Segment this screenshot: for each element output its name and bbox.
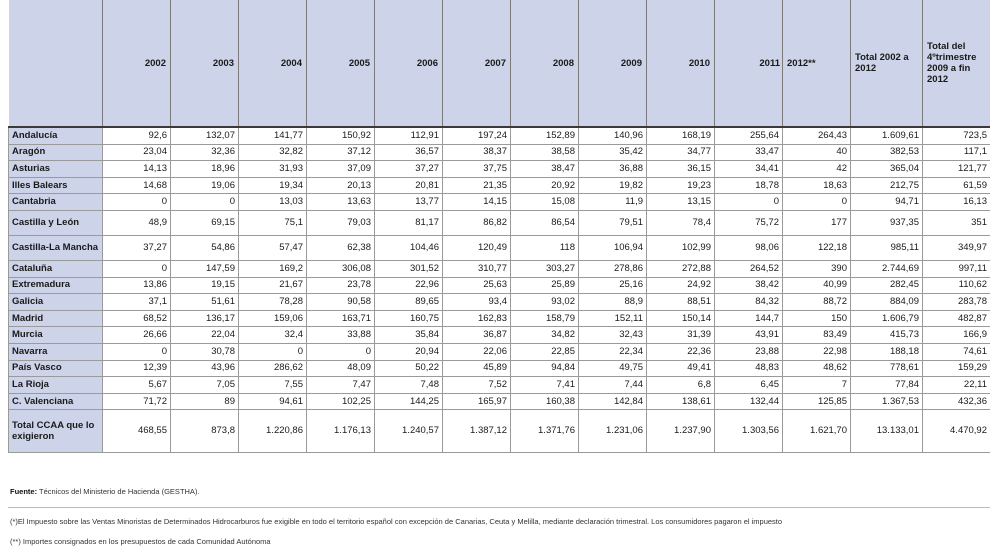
table-cell: 106,94 [579,235,647,260]
region-name: Aragón [9,144,103,161]
table-cell: 78,28 [239,294,307,311]
table-cell: 19,06 [171,177,239,194]
table-cell: 19,34 [239,177,307,194]
table-cell: 112,91 [375,127,443,144]
table-cell: 37,75 [443,161,511,178]
table-cell: 43,96 [171,360,239,377]
table-cell: 88,9 [579,294,647,311]
table-cell: 12,39 [103,360,171,377]
region-name: Cataluña [9,260,103,277]
table-cell: 51,61 [171,294,239,311]
table-cell: 15,08 [511,194,579,211]
table-cell: 23,78 [307,277,375,294]
region-name: Andalucía [9,127,103,144]
table-cell: 48,62 [783,360,851,377]
table-cell: 89 [171,393,239,410]
header-year: 2006 [375,0,443,127]
table-cell: 482,87 [923,310,990,327]
table-cell: 264,43 [783,127,851,144]
table-cell: 432,36 [923,393,990,410]
table-cell: 104,46 [375,235,443,260]
table-cell: 19,23 [647,177,715,194]
table-cell: 54,86 [171,235,239,260]
table-cell: 723,5 [923,127,990,144]
table-cell: 93,02 [511,294,579,311]
table-cell: 1.367,53 [851,393,923,410]
table-row [9,343,990,360]
table-cell: 7,48 [375,377,443,394]
region-name: Murcia [9,327,103,344]
table-cell: 93,4 [443,294,511,311]
table-cell: 34,82 [511,327,579,344]
table-cell: 20,94 [375,343,443,360]
table-cell: 13,86 [103,277,171,294]
divider [8,507,990,508]
table-cell: 94,61 [239,393,307,410]
table-cell: 132,44 [715,393,783,410]
table-cell: 23,88 [715,343,783,360]
table-cell: 1.303,56 [715,410,783,453]
table-cell: 365,04 [851,161,923,178]
table-cell: 49,75 [579,360,647,377]
table-cell: 37,27 [375,161,443,178]
table-cell: 40,99 [783,277,851,294]
table-cell: 390 [783,260,851,277]
region-name: Galicia [9,294,103,311]
table-cell: 13,77 [375,194,443,211]
table-cell: 140,96 [579,127,647,144]
source-text: Técnicos del Ministerio de Hacienda (GESTHA). [37,487,200,496]
table-cell: 117,1 [923,144,990,161]
header-year: 2012** [783,0,851,127]
table-cell: 351 [923,210,990,235]
table-cell: 21,35 [443,177,511,194]
table-cell: 22,36 [647,343,715,360]
table-cell: 7,44 [579,377,647,394]
region-name: País Vasco [9,360,103,377]
table-cell: 159,06 [239,310,307,327]
table-cell: 43,91 [715,327,783,344]
table-cell: 79,03 [307,210,375,235]
table-cell: 144,25 [375,393,443,410]
table-row [9,260,990,277]
table-cell: 6,8 [647,377,715,394]
table-cell: 32,4 [239,327,307,344]
table-cell: 88,72 [783,294,851,311]
table-cell: 937,35 [851,210,923,235]
table-cell: 20,81 [375,177,443,194]
table-cell: 6,45 [715,377,783,394]
table-cell: 468,55 [103,410,171,453]
table-cell: 22,85 [511,343,579,360]
table-cell: 24,92 [647,277,715,294]
table-cell: 349,97 [923,235,990,260]
table-cell: 188,18 [851,343,923,360]
table-row [9,127,990,144]
table-cell: 94,71 [851,194,923,211]
table-cell: 7,05 [171,377,239,394]
table-cell: 11,9 [579,194,647,211]
region-name: Madrid [9,310,103,327]
table-cell: 303,27 [511,260,579,277]
table-cell: 1.237,90 [647,410,715,453]
table-cell: 78,4 [647,210,715,235]
table-row [9,310,990,327]
table-cell: 92,6 [103,127,171,144]
table-cell: 1.606,79 [851,310,923,327]
table-cell: 13,15 [647,194,715,211]
table-cell: 37,09 [307,161,375,178]
table-cell: 169,2 [239,260,307,277]
table-cell: 75,1 [239,210,307,235]
tax-table-container [8,0,990,453]
table-cell: 38,58 [511,144,579,161]
header-year: 2011 [715,0,783,127]
table-cell: 42 [783,161,851,178]
table-cell: 37,12 [307,144,375,161]
table-cell: 264,52 [715,260,783,277]
region-name: Extremadura [9,277,103,294]
table-cell: 18,96 [171,161,239,178]
table-cell: 19,82 [579,177,647,194]
table-cell: 150,92 [307,127,375,144]
header-year: 2010 [647,0,715,127]
table-row [9,377,990,394]
table-header-row [9,0,990,127]
table-cell: 18,78 [715,177,783,194]
table-cell: 132,07 [171,127,239,144]
table-cell: 36,57 [375,144,443,161]
table-cell: 21,67 [239,277,307,294]
table-cell: 22,98 [783,343,851,360]
header-total-4t: Total del 4ºtrimestre 2009 a fin 2012 [923,0,990,127]
table-cell: 38,42 [715,277,783,294]
table-cell: 16,13 [923,194,990,211]
table-cell: 301,52 [375,260,443,277]
table-cell: 272,88 [647,260,715,277]
table-cell: 997,11 [923,260,990,277]
table-cell: 62,38 [307,235,375,260]
table-cell: 45,89 [443,360,511,377]
table-cell: 22,34 [579,343,647,360]
table-cell: 48,09 [307,360,375,377]
table-cell: 84,32 [715,294,783,311]
table-cell: 71,72 [103,393,171,410]
table-cell: 160,38 [511,393,579,410]
table-cell: 0 [171,194,239,211]
table-cell: 32,82 [239,144,307,161]
header-year: 2008 [511,0,579,127]
table-cell: 33,88 [307,327,375,344]
table-cell: 136,17 [171,310,239,327]
table-cell: 30,78 [171,343,239,360]
table-cell: 36,87 [443,327,511,344]
table-row [9,410,990,453]
header-year: 2003 [171,0,239,127]
region-name: Castilla y León [9,210,103,235]
table-cell: 778,61 [851,360,923,377]
table-cell: 74,61 [923,343,990,360]
table-cell: 75,72 [715,210,783,235]
table-row [9,294,990,311]
footnote-1: (*)El Impuesto sobre las Ventas Minoristas de Determinados Hidrocarburos fue exigible en todo el territorio español con excepción de Canarias, Ceuta y Melilla, mediante declaración trimestral. Los consumidores pagaron el impuesto [10,517,783,526]
table-cell: 415,73 [851,327,923,344]
table-cell: 32,36 [171,144,239,161]
table-cell: 25,16 [579,277,647,294]
table-row [9,277,990,294]
table-cell: 23,04 [103,144,171,161]
table-cell: 25,63 [443,277,511,294]
table-cell: 22,04 [171,327,239,344]
table-cell: 36,15 [647,161,715,178]
table-cell: 25,89 [511,277,579,294]
table-row [9,327,990,344]
table-cell: 38,47 [511,161,579,178]
table-cell: 177 [783,210,851,235]
table-cell: 1.176,13 [307,410,375,453]
table-cell: 94,84 [511,360,579,377]
table-cell: 90,58 [307,294,375,311]
table-cell: 22,11 [923,377,990,394]
table-cell: 286,62 [239,360,307,377]
table-cell: 1.371,76 [511,410,579,453]
table-cell: 144,7 [715,310,783,327]
table-cell: 102,99 [647,235,715,260]
header-total-2002-2012: Total 2002 a 2012 [851,0,923,127]
table-row [9,194,990,211]
table-cell: 141,77 [239,127,307,144]
table-cell: 34,77 [647,144,715,161]
table-cell: 13,03 [239,194,307,211]
region-name: La Rioja [9,377,103,394]
table-cell: 0 [103,194,171,211]
table-cell: 147,59 [171,260,239,277]
table-cell: 48,83 [715,360,783,377]
table-cell: 1.621,70 [783,410,851,453]
table-cell: 7,41 [511,377,579,394]
table-cell: 50,22 [375,360,443,377]
table-cell: 283,78 [923,294,990,311]
table-cell: 282,45 [851,277,923,294]
table-row [9,360,990,377]
table-cell: 20,13 [307,177,375,194]
table-row [9,210,990,235]
table-cell: 152,11 [579,310,647,327]
table-cell: 152,89 [511,127,579,144]
table-cell: 86,82 [443,210,511,235]
table-cell: 160,75 [375,310,443,327]
region-name: Navarra [9,343,103,360]
table-cell: 22,96 [375,277,443,294]
table-cell: 382,53 [851,144,923,161]
table-cell: 49,41 [647,360,715,377]
table-cell: 19,15 [171,277,239,294]
table-cell: 306,08 [307,260,375,277]
table-cell: 102,25 [307,393,375,410]
table-cell: 5,67 [103,377,171,394]
table-cell: 255,64 [715,127,783,144]
table-cell: 83,49 [783,327,851,344]
table-cell: 150,14 [647,310,715,327]
table-cell: 125,85 [783,393,851,410]
header-year: 2005 [307,0,375,127]
table-cell: 20,92 [511,177,579,194]
table-cell: 0 [307,343,375,360]
header-year: 2002 [103,0,171,127]
table-cell: 33,47 [715,144,783,161]
table-cell: 37,1 [103,294,171,311]
header-year: 2007 [443,0,511,127]
table-cell: 0 [715,194,783,211]
table-cell: 77,84 [851,377,923,394]
table-cell: 0 [103,343,171,360]
table-cell: 48,9 [103,210,171,235]
table-cell: 197,24 [443,127,511,144]
table-cell: 13.133,01 [851,410,923,453]
table-cell: 310,77 [443,260,511,277]
region-name: Asturias [9,161,103,178]
table-cell: 121,77 [923,161,990,178]
table-cell: 88,51 [647,294,715,311]
table-cell: 37,27 [103,235,171,260]
table-cell: 2.744,69 [851,260,923,277]
table-cell: 985,11 [851,235,923,260]
table-cell: 158,79 [511,310,579,327]
table-cell: 168,19 [647,127,715,144]
region-name: Illes Balears [9,177,103,194]
table-cell: 150 [783,310,851,327]
source-label: Fuente: [10,487,38,496]
table-cell: 1.387,12 [443,410,511,453]
table-cell: 7,47 [307,377,375,394]
header-region [9,0,103,127]
table-cell: 0 [783,194,851,211]
table-cell: 86,54 [511,210,579,235]
table-cell: 7,52 [443,377,511,394]
table-cell: 212,75 [851,177,923,194]
table-cell: 118 [511,235,579,260]
table-cell: 166,9 [923,327,990,344]
table-cell: 110,62 [923,277,990,294]
table-cell: 138,61 [647,393,715,410]
table-cell: 68,52 [103,310,171,327]
table-cell: 1.240,57 [375,410,443,453]
region-name: Total CCAA que lo exigieron [9,410,103,453]
table-cell: 0 [239,343,307,360]
table-cell: 14,68 [103,177,171,194]
table-cell: 31,93 [239,161,307,178]
table-cell: 14,13 [103,161,171,178]
table-cell: 36,88 [579,161,647,178]
table-row [9,161,990,178]
table-body [9,127,990,453]
table-row [9,177,990,194]
table-cell: 31,39 [647,327,715,344]
table-cell: 165,97 [443,393,511,410]
table-cell: 57,47 [239,235,307,260]
table-cell: 69,15 [171,210,239,235]
table-cell: 14,15 [443,194,511,211]
region-name: Cantabria [9,194,103,211]
table-cell: 13,63 [307,194,375,211]
region-name: Castilla-La Mancha [9,235,103,260]
table-row [9,235,990,260]
table-cell: 159,29 [923,360,990,377]
table-cell: 81,17 [375,210,443,235]
table-cell: 4.470,92 [923,410,990,453]
table-cell: 120,49 [443,235,511,260]
region-name: C. Valenciana [9,393,103,410]
header-year: 2004 [239,0,307,127]
table-cell: 122,18 [783,235,851,260]
table-cell: 35,84 [375,327,443,344]
table-cell: 1.231,06 [579,410,647,453]
table-cell: 1.220,86 [239,410,307,453]
table-cell: 26,66 [103,327,171,344]
table-cell: 89,65 [375,294,443,311]
table-cell: 98,06 [715,235,783,260]
table-cell: 0 [103,260,171,277]
footnote-2: (**) Importes consignados en los presupuestos de cada Comunidad Autónoma [10,537,271,546]
table-cell: 79,51 [579,210,647,235]
table-cell: 7,55 [239,377,307,394]
table-cell: 278,86 [579,260,647,277]
table-cell: 61,59 [923,177,990,194]
table-cell: 163,71 [307,310,375,327]
source-note [10,487,200,496]
table-row [9,144,990,161]
tax-revenue-table [8,0,990,453]
table-cell: 1.609,61 [851,127,923,144]
table-cell: 40 [783,144,851,161]
table-row [9,393,990,410]
header-year: 2009 [579,0,647,127]
table-cell: 35,42 [579,144,647,161]
table-cell: 32,43 [579,327,647,344]
table-cell: 884,09 [851,294,923,311]
table-cell: 34,41 [715,161,783,178]
table-cell: 162,83 [443,310,511,327]
table-cell: 38,37 [443,144,511,161]
table-cell: 7 [783,377,851,394]
table-cell: 18,63 [783,177,851,194]
table-cell: 22,06 [443,343,511,360]
table-cell: 142,84 [579,393,647,410]
table-cell: 873,8 [171,410,239,453]
